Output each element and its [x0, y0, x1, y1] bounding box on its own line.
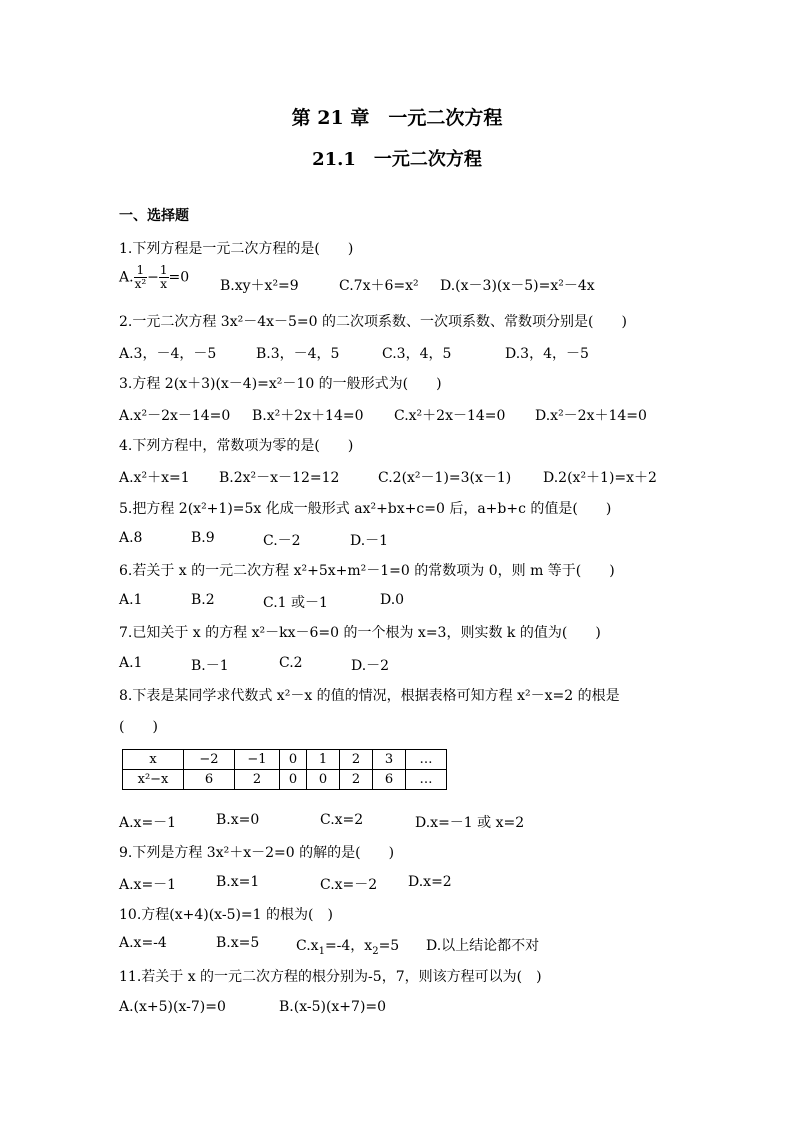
- question-8-option-b: B.x=0: [216, 812, 260, 828]
- fraction-1-numerator: 1: [134, 264, 148, 278]
- question-4-option-c: C.2(x²－1)=3(x－1): [378, 470, 512, 486]
- table-cell: 3: [373, 750, 406, 770]
- option-a-tail: =0: [168, 269, 190, 286]
- question-4-option-a: A.x²＋x=1: [119, 470, 190, 486]
- values-table: [122, 749, 447, 790]
- question-10-option-d: D.以上结论都不对: [426, 938, 540, 954]
- question-7-option-b: B.－1: [191, 658, 229, 674]
- question-7-option-c: C.2: [279, 655, 303, 671]
- table-cell: x²−x: [123, 770, 184, 790]
- table-cell: −1: [235, 750, 280, 770]
- question-11-option-a: A.(x+5)(x-7)=0: [119, 999, 226, 1015]
- question-11-stem: 11.若关于 x 的一元二次方程的根分别为-5，7，则该方程可以为( ): [119, 969, 542, 985]
- table-cell: x: [123, 750, 184, 770]
- table-cell: 0: [307, 770, 340, 790]
- fraction-2-denominator: x: [160, 277, 168, 292]
- option-c-part: =-4，x: [324, 938, 373, 954]
- question-5-option-a: A.8: [119, 530, 143, 546]
- question-3-stem: 3.方程 2(x＋3)(x－4)=x²－10 的一般形式为( ): [119, 376, 442, 392]
- table-row: [123, 750, 447, 770]
- question-3-option-b: B.x²＋2x＋14=0: [252, 408, 364, 424]
- question-10-option-c: [296, 935, 399, 957]
- minus-sign: −: [147, 269, 159, 286]
- fraction-2-numerator: 1: [159, 263, 168, 277]
- question-1-stem: 1.下列方程是一元二次方程的是( ): [119, 241, 354, 257]
- question-9-stem: 9.下列是方程 3x²＋x－2=0 的解的是( ): [119, 845, 395, 861]
- section-title: 21.1 一元二次方程: [312, 149, 482, 170]
- table-cell: 1: [307, 750, 340, 770]
- question-1-option-b: B.xy＋x²=9: [220, 278, 299, 294]
- fraction-1: [134, 264, 148, 291]
- question-4-option-b: B.2x²－x－12=12: [219, 470, 340, 486]
- table-cell: 6: [184, 770, 235, 790]
- question-8-option-d: D.x=－1 或 x=2: [415, 815, 525, 831]
- question-2-option-a: A.3，－4，－5: [119, 346, 217, 362]
- table-cell: …: [406, 770, 447, 790]
- question-5-option-c: C.－2: [263, 533, 301, 549]
- section-heading: 一、选择题: [119, 208, 189, 224]
- question-10-stem: 10.方程(x+4)(x-5)=1 的根为( ): [119, 907, 333, 923]
- question-5-stem: 5.把方程 2(x²+1)=5x 化成一般形式 ax²+bx+c=0 后，a+b+c 的值是( ): [119, 501, 612, 517]
- table-cell: 0: [280, 750, 307, 770]
- question-9-option-a: A.x=－1: [119, 877, 177, 893]
- question-10-option-a: A.x=-4: [119, 935, 167, 951]
- table-cell: 2: [235, 770, 280, 790]
- option-c-part: C.x: [296, 938, 319, 954]
- question-2-option-d: D.3，4，－5: [505, 346, 589, 362]
- fraction-1-denominator: x²: [134, 277, 147, 292]
- question-6-stem: 6.若关于 x 的一元二次方程 x²+5x+m²－1=0 的常数项为 0，则 m 等于( ): [119, 563, 615, 579]
- question-8-option-c: C.x=2: [320, 812, 364, 828]
- chapter-title: 第 21 章 一元二次方程: [291, 107, 503, 129]
- question-8-option-a: A.x=－1: [119, 815, 177, 831]
- question-1-option-a: [119, 264, 189, 291]
- question-3-option-d: D.x²－2x＋14=0: [535, 408, 647, 424]
- question-5-option-d: D.－1: [350, 533, 389, 549]
- table-cell: 0: [280, 770, 307, 790]
- fraction-2: [159, 264, 169, 291]
- question-1-option-d: D.(x－3)(x－5)=x²－4x: [440, 278, 595, 294]
- question-10-option-b: B.x=5: [216, 935, 260, 951]
- subscript-2: 2: [372, 945, 379, 957]
- question-2-option-b: B.3，－4，5: [256, 346, 340, 362]
- table-cell: −2: [184, 750, 235, 770]
- question-3-option-c: C.x²＋2x－14=0: [394, 408, 506, 424]
- question-6-option-b: B.2: [191, 592, 215, 608]
- table-row: [123, 770, 447, 790]
- table-cell: 6: [373, 770, 406, 790]
- question-1-option-c: C.7x＋6=x²: [339, 278, 419, 294]
- question-6-option-c: C.1 或－1: [263, 595, 328, 611]
- table-cell: 2: [340, 750, 373, 770]
- subscript-1: 1: [318, 945, 325, 957]
- table-cell: …: [406, 750, 447, 770]
- question-9-option-c: C.x=－2: [320, 877, 378, 893]
- question-11-option-b: B.(x-5)(x+7)=0: [279, 999, 387, 1015]
- question-8-stem: 8.下表是某同学求代数式 x²－x 的值的情况，根据表格可知方程 x²－x=2 的根是: [119, 688, 620, 704]
- question-4-stem: 4.下列方程中，常数项为零的是( ): [119, 438, 354, 454]
- question-6-option-a: A.1: [119, 592, 143, 608]
- question-6-option-d: D.0: [380, 592, 405, 608]
- option-c-part: =5: [378, 938, 400, 954]
- question-9-option-d: D.x=2: [408, 874, 452, 890]
- question-2-stem: 2.一元二次方程 3x²－4x－5=0 的二次项系数、一次项系数、常数项分别是( ): [119, 314, 627, 330]
- table-cell: 2: [340, 770, 373, 790]
- question-3-option-a: A.x²－2x－14=0: [119, 408, 231, 424]
- question-7-stem: 7.已知关于 x 的方程 x²－kx－6=0 的一个根为 x=3，则实数 k 的值为( ): [119, 625, 601, 641]
- question-2-option-c: C.3，4，5: [382, 346, 452, 362]
- option-a-label: A.: [119, 269, 134, 286]
- question-7-option-a: A.1: [119, 655, 143, 671]
- question-7-option-d: D.－2: [351, 658, 390, 674]
- question-9-option-b: B.x=1: [216, 874, 260, 890]
- question-8-stem-continued: ( ): [119, 719, 158, 735]
- question-4-option-d: D.2(x²＋1)=x＋2: [543, 470, 657, 486]
- question-5-option-b: B.9: [191, 530, 215, 546]
